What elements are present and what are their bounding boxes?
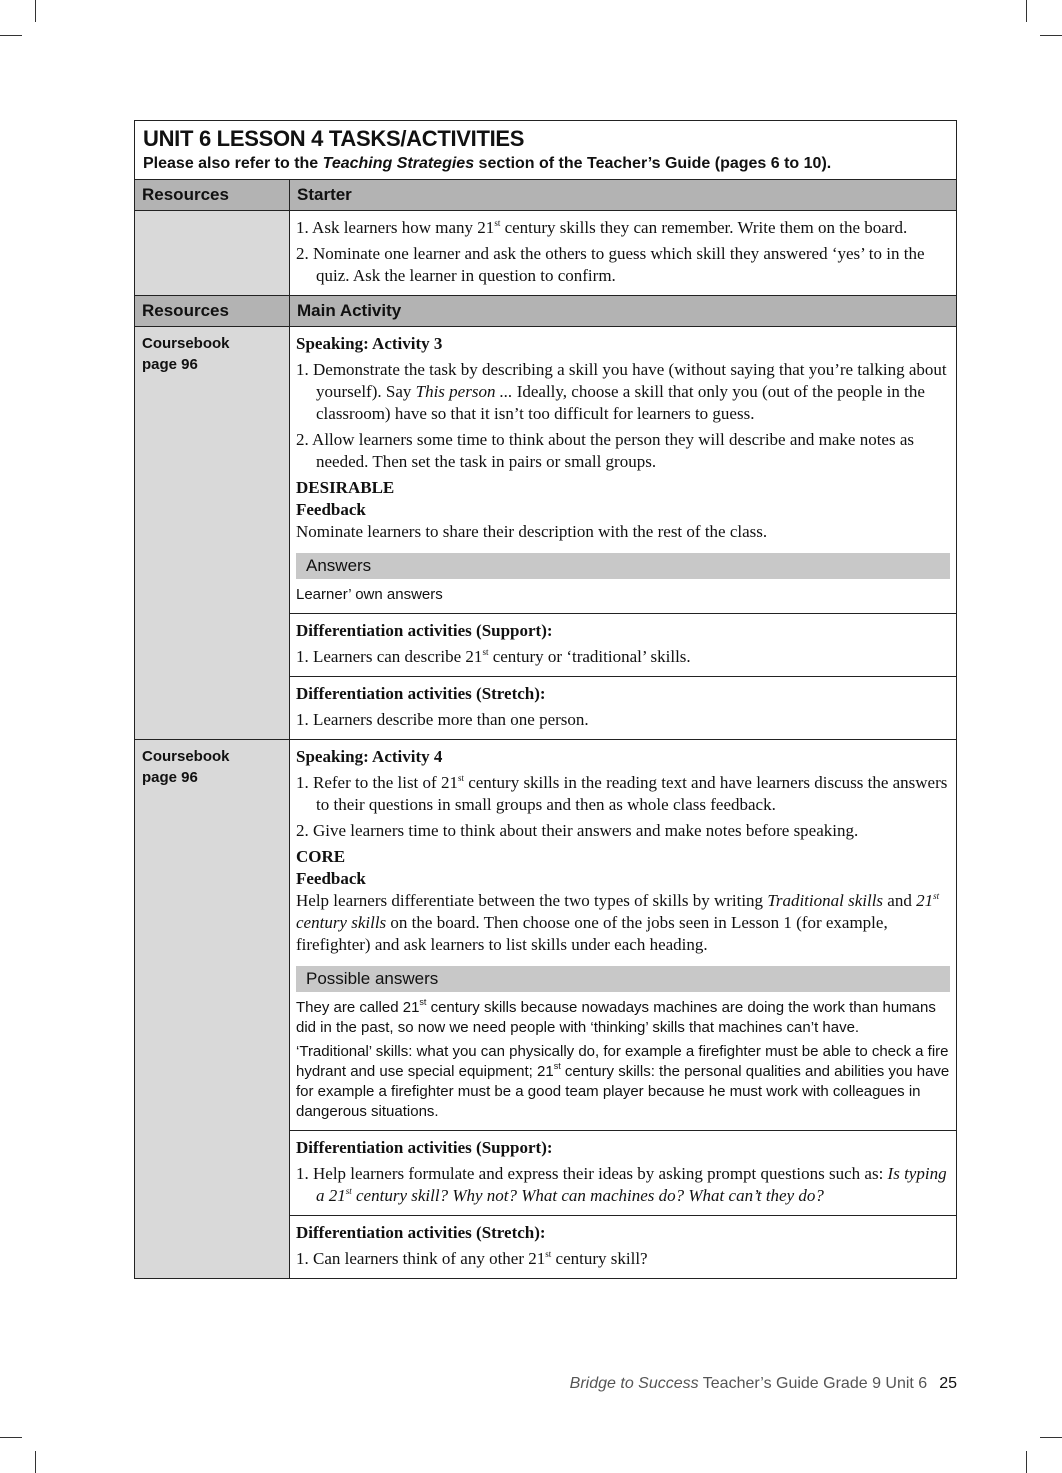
- activity-title: Speaking: Activity 4: [296, 747, 443, 766]
- lesson-title: UNIT 6 LESSON 4 TASKS/ACTIVITIES: [143, 126, 525, 151]
- crop-mark: [1040, 35, 1062, 36]
- feedback-text: [296, 521, 950, 543]
- page-footer: [570, 1375, 957, 1393]
- text-run: century skills: the personal qualities and abilities you have for example a firefighter must be a good team player because he must work with colleagues in dangerous situations.: [296, 1063, 950, 1120]
- text-run: 1. Help learners formulate and express their ideas by asking prompt questions such as:: [296, 1164, 888, 1183]
- crop-mark: [0, 35, 22, 36]
- answer-text: [296, 585, 950, 605]
- text-run: st: [345, 1186, 352, 1196]
- text-run: on the board. Then choose one of the jobs seen in Lesson 1 (for example, firefighter) and ask learners to list skills under each heading.: [296, 913, 888, 954]
- support-title: Differentiation activities (Support):: [296, 1138, 553, 1157]
- text-run: century skills they can remember. Write them on the board.: [500, 218, 908, 237]
- text-run: ‘Traditional’ skills: what you can physically do, for example a firefighter must be able to check a fire hydrant and use special equipment; 21: [296, 1043, 949, 1080]
- text-run: st: [457, 773, 464, 783]
- table-title: [135, 121, 956, 180]
- text-run: Please also refer to the: [143, 155, 323, 172]
- feedback-text: [296, 890, 950, 956]
- activity-title: Speaking: Activity 3: [296, 334, 443, 353]
- stretch-title: Differentiation activities (Stretch):: [296, 1223, 546, 1242]
- lesson-table: [134, 120, 957, 1279]
- text-run: Help learners differentiate between the two types of skills by writing: [296, 891, 768, 910]
- text-run: 2. Give learners time to think about their answers and make notes before speaking.: [296, 821, 859, 840]
- page-number: 25: [939, 1375, 957, 1392]
- support-item: [296, 646, 950, 668]
- feedback-label: Feedback: [296, 869, 366, 888]
- crop-mark: [35, 1451, 36, 1473]
- text-run: century skills: [296, 913, 387, 932]
- crop-mark: [1026, 0, 1027, 22]
- level-label: CORE: [296, 847, 346, 866]
- starter-item: [296, 243, 950, 287]
- text-run: Nominate learners to share their description with the rest of the class.: [296, 522, 768, 541]
- text-run: st: [553, 1061, 561, 1071]
- text-run: This person ...: [415, 382, 513, 401]
- crop-mark: [35, 0, 36, 22]
- resources-header: Resources: [135, 296, 290, 326]
- support-title: Differentiation activities (Support):: [296, 621, 553, 640]
- answers-bar: Answers: [296, 553, 950, 579]
- stretch-item: [296, 1248, 950, 1270]
- text-run: section of the Teacher’s Guide (pages 6 to 10).: [474, 155, 832, 172]
- text-run: 1. Refer to the list of 21: [296, 773, 458, 792]
- text-run: st: [419, 997, 427, 1007]
- text-run: and: [883, 891, 917, 910]
- text-run: Traditional skills: [767, 891, 884, 910]
- text-run: 21: [916, 891, 934, 910]
- activity-4-row: [135, 740, 956, 1278]
- starter-header-row: [135, 180, 956, 211]
- stretch-item: [296, 709, 950, 731]
- level-label: DESIRABLE: [296, 478, 395, 497]
- text-run: century skill? Why not? What can machines do? What can’t they do?: [351, 1186, 824, 1205]
- text-run: st: [482, 647, 489, 657]
- activity-item: [296, 820, 950, 842]
- text-run: Ideally, choose a skill that only you (out of the people in the classroom) have so that it isn’t too difficult for learners to guess.: [316, 382, 925, 423]
- starter-row: [135, 211, 956, 296]
- text-run: century skills in the reading text and have learners discuss the answers to their questions in small groups and then as whole class feedback.: [316, 773, 948, 814]
- text-run: Is typing a 21: [316, 1164, 947, 1205]
- activity-resource: Coursebook page 96: [135, 740, 290, 1278]
- starter-item: [296, 217, 950, 239]
- text-run: 1. Ask learners how many 21: [296, 218, 495, 237]
- activity-resource: Coursebook page 96: [135, 327, 290, 739]
- resources-header: Resources: [135, 180, 290, 210]
- main-header-row: [135, 296, 956, 327]
- crop-mark: [1040, 1437, 1062, 1438]
- crop-mark: [1026, 1451, 1027, 1473]
- text-run: 1. Learners describe more than one person.: [296, 710, 589, 729]
- text-run: 2. Allow learners some time to think about the person they will describe and make notes as needed. Then set the task in pairs or small groups.: [296, 430, 914, 471]
- text-run: 1. Can learners think of any other 21: [296, 1249, 546, 1268]
- starter-resources: [135, 211, 290, 295]
- text-run: Learner’ own answers: [296, 586, 443, 603]
- text-run: st: [933, 891, 940, 901]
- feedback-label: Feedback: [296, 500, 366, 519]
- text-run: century skills because nowadays machines are doing the work than humans did in the past, so now we need people with ‘thinking’ skills that machines can’t have.: [296, 999, 936, 1036]
- starter-header: Starter: [290, 180, 956, 210]
- guide-title: Teacher’s Guide Grade 9 Unit 6: [698, 1375, 928, 1392]
- book-title: Bridge to Success: [569, 1375, 699, 1392]
- activity-item: [296, 772, 950, 816]
- answer-text: [296, 1042, 950, 1122]
- stretch-title: Differentiation activities (Stretch):: [296, 684, 546, 703]
- text-run: st: [545, 1249, 552, 1259]
- support-item: [296, 1163, 950, 1207]
- text-run: st: [494, 218, 501, 228]
- activity-item: [296, 429, 950, 473]
- text-run: 2. Nominate one learner and ask the others to guess which skill they answered ‘yes’ to in the quiz. Ask the learner in question to confirm.: [296, 244, 925, 285]
- main-activity-header: Main Activity: [290, 296, 956, 326]
- text-run: Teaching Strategies: [322, 155, 475, 172]
- text-run: They are called 21: [296, 999, 420, 1016]
- answers-bar: Possible answers: [296, 966, 950, 992]
- activity-item: [296, 359, 950, 425]
- text-run: century skill?: [551, 1249, 648, 1268]
- text-run: 1. Learners can describe 21: [296, 647, 483, 666]
- answer-text: [296, 998, 950, 1038]
- text-run: century or ‘traditional’ skills.: [488, 647, 691, 666]
- activity-3-row: [135, 327, 956, 740]
- crop-mark: [0, 1437, 22, 1438]
- lesson-subtitle: [143, 153, 948, 175]
- text-run: 1. Demonstrate the task by describing a skill you have (without saying that you’re talking about yourself). Say: [296, 360, 947, 401]
